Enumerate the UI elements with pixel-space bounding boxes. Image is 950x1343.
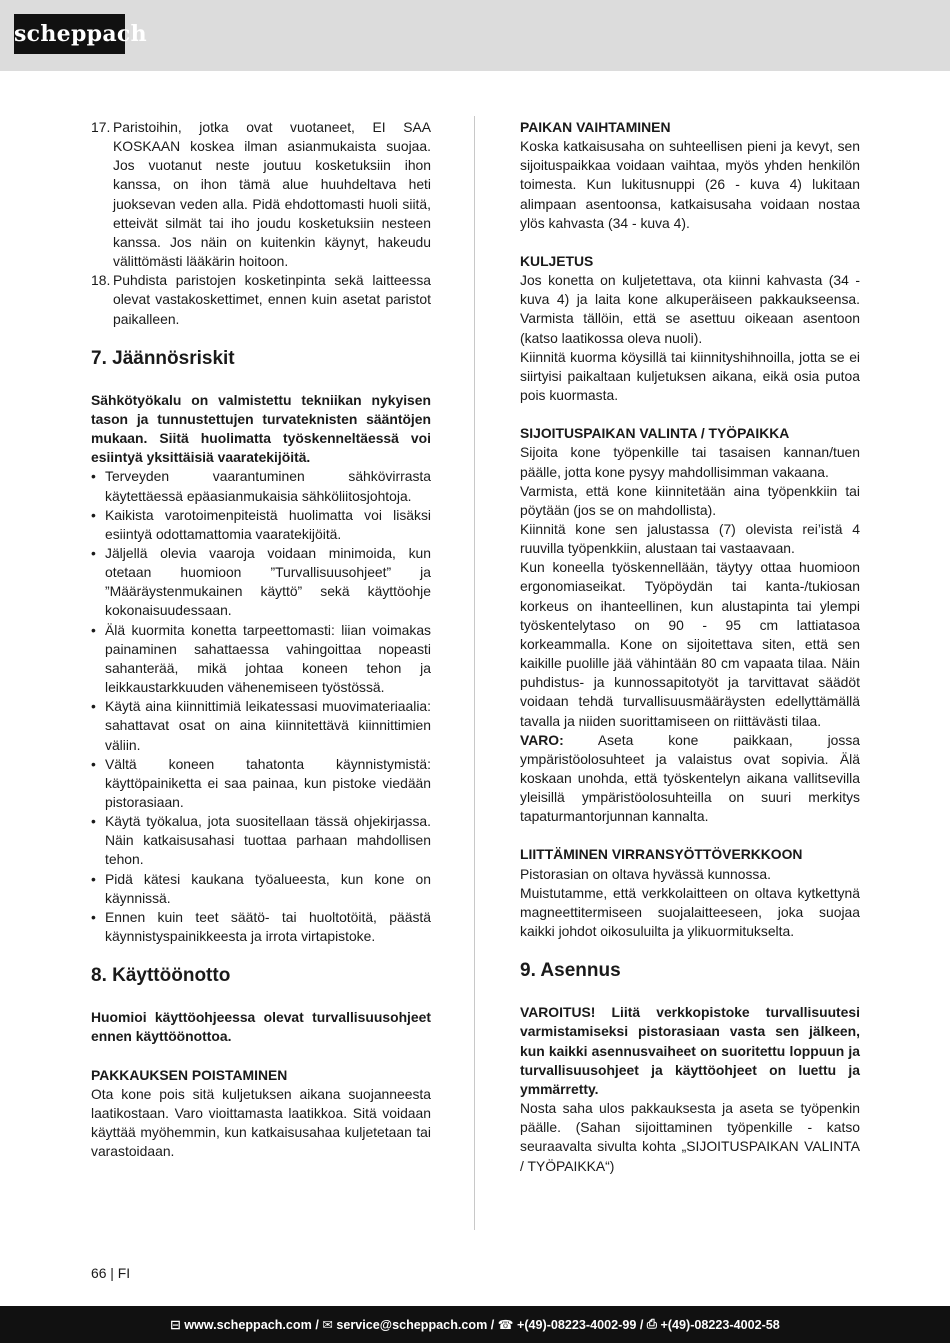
fax-icon: ⎙	[646, 1317, 657, 1331]
separator: /	[636, 1317, 647, 1332]
list-text: Paristoihin, jotka ovat vuotaneet, EI SAA KOSKAAN koskea ilman asianmukaista suojaa. Jos vuotanut neste joutuu kosketuksiin ihon kanssa, on ihon tämä alue huuhdeltava heti juoksevan veden alla. Pidä ehdottomasti huoli siitä, etteivät silmät tai iho joudu kosketuksiin nesteen kanssa. Jos näin on kuitenkin käynyt, hakeudu välittömästi lääkärin hoitoon.	[113, 119, 431, 270]
subheading-sijoitus: SIJOITUSPAIKAN VALINTA / TYÖPAIKKA	[520, 425, 790, 442]
page-footer	[0, 1306, 950, 1343]
varo-text: Aseta kone paikkaan, jossa ympäristöolosuhteet ja valaistus ovat sopivia. Älä koskaan unohda, että työskentelyn aikana vallitsevilla yleisillä ympäristöolosuhteilla on suuri merkitys tapaturmantorjunnan kannalta.	[520, 731, 860, 825]
list-item: • Ennen kuin teet säätö- tai huoltotöitä, päästä käynnistyspainikkeesta ja irrota virtapistoke.	[91, 908, 431, 946]
list-item: • Käytä aina kiinnittimiä leikatessasi muovimateriaalia: sahattavat osat on aina kiinnitettävä kiinnittimien väliin.	[91, 697, 431, 754]
phone-number: +(49)-08223-4002-99	[516, 1317, 637, 1332]
kuljetus-text-1: Jos konetta on kuljetettava, ota kiinni kahvasta (34 - kuva 4) ja laita kone alkuperäiseen pakkaukseensa. Varmista tällöin, että se asettuu oikeaan asentoon (katso laatikossa oleva nuoli).	[520, 272, 860, 346]
subheading-pakkaus: PAKKAUKSEN POISTAMINEN	[91, 1066, 288, 1083]
separator: /	[487, 1317, 498, 1332]
sijoitus-text-1: Sijoita kone työpenkille tai tasaisen kannan/tuen päälle, jotta kone pysyy mahdollisimman vakaana.	[520, 444, 860, 480]
mail-icon: ✉	[322, 1318, 333, 1332]
brand-logo: scheppach	[14, 14, 125, 54]
section-heading-9: 9. Asennus	[520, 960, 621, 982]
varo-label: VARO:	[520, 731, 564, 748]
list-item: • Terveyden vaarantuminen sähkövirrasta käytettäessä epäasianmukaisia sähköliitosjohtoja.	[91, 467, 431, 505]
section-9-text: Nosta saha ulos pakkauksesta ja aseta se työpenkin päälle. (Sahan sijoittaminen työpenkille - katso seuraavalta sivulta kohta „SIJOITUSPAIKAN VALINTA / TYÖPAIKKA“)	[520, 1100, 860, 1174]
sijoitus-text-4: Kun koneella työskennellään, täytyy ottaa huomioon ergonomiaseikat. Työpöydän tai kanta-/tukiosan korkeus on ihanteellinen, kun alustapinta tai ylempi työskentelytaso on 90 - 95 cm lattiatasoa korkeammalla. Kone on sijoitettava siten, että sen kaikille puolille jää vähintään 80 cm vapaata tilaa. Näin puhdistus- ja kunnossapitotyöt ja tarvittavat säädöt voidaan tehdä turvallisuusmääräysten edellyttämällä tavalla ja niiden suorittamiseen on riittävästi tilaa.	[520, 559, 860, 729]
left-column	[91, 118, 431, 1161]
subheading-paikan: PAIKAN VAIHTAMINEN	[520, 119, 671, 135]
section-9-warning: VAROITUS! Liitä verkkopistoke turvallisuutesi varmistamiseksi pistorasiaan vasta sen jälkeen, kun kaikki asennusvaiheet on suoritettu loppuun ja turvallisuusohjeet ja käyttöohjeet on luettu ja ymmärretty.	[520, 1004, 860, 1097]
phone-icon: ☎	[497, 1318, 514, 1332]
risk-list	[91, 467, 431, 946]
page-header	[0, 0, 950, 71]
website-link[interactable]: www.scheppach.com	[184, 1317, 312, 1332]
section-8-intro: Huomioi käyttöohjeessa olevat turvallisuusohjeet ennen käyttöönottoa.	[91, 1009, 431, 1045]
section-heading-7: 7. Jäännösriskit	[91, 347, 235, 369]
section-7-intro: Sähkötyökalu on valmistettu tekniikan nykyisen tason ja tunnustettujen turvateknisten sääntöjen mukaan. Siitä huolimatta työskenneltäessä voi esiintyä yksittäisiä vaaratekijöitä.	[91, 391, 431, 466]
paikan-text: Koska katkaisusaha on suhteellisen pieni ja kevyt, sen sijoituspaikkaa voidaan vaihtaa, myös yhden henkilön toimesta. Kun lukitusnuppi (26 - kuva 4) lukitaan alimpaan asentoonsa, katkaisusaha voidaan nostaa ylös kahvasta (34 - kuva 4).	[520, 138, 860, 231]
list-item: • Vältä koneen tahatonta käynnistymistä: käyttöpainiketta ei saa painaa, kun pistoke viedään pistorasiaan.	[91, 755, 431, 812]
column-divider	[474, 116, 475, 1230]
pakkaus-text: Ota kone pois sitä kuljetuksen aikana suojanneesta laatikostaan. Varo vioittamasta laatikkoa. Sitä voidaan käyttää myöhemmin, kun katkaisusahaa kuljetetaan tai varastoidaan.	[91, 1085, 431, 1160]
list-item-18	[91, 271, 431, 328]
varo-paragraph	[520, 731, 860, 827]
sijoitus-text-2: Varmista, että kone kiinnitetään aina työpenkkiin tai pöytään (jos se on mahdollista).	[520, 482, 860, 518]
list-number: 18.	[91, 272, 111, 289]
page-number: 66 | FI	[91, 1265, 131, 1281]
section-heading-8: 8. Käyttöönotto	[91, 965, 231, 987]
list-item: • Älä kuormita konetta tarpeettomasti: liian voimakas painaminen sahattaessa vahingoittaa nopeasti sahanterää, mikä johtaa koneen tehon ja leikkaustarkkuuden vähenemiseen työstössä.	[91, 621, 431, 698]
subheading-liittaminen: LIITTÄMINEN VIRRANSYÖTTÖVERKKOON	[520, 846, 803, 863]
list-item-17	[91, 118, 431, 271]
email-link[interactable]: service@scheppach.com	[336, 1317, 488, 1332]
sijoitus-text-3: Kiinnitä kone sen jalustassa (7) olevista rei’istä 4 ruuvilla työpenkkiin, alustaan tai vastaavaan.	[520, 520, 860, 557]
list-item: • Jäljellä olevia vaaroja voidaan minimoida, kun otetaan huomioon ”Turvallisuusohjeet” ja ”Määräystenmukainen käyttö” sekä käyttöohje kokonaisuudessaan.	[91, 544, 431, 621]
list-item: • Käytä työkalua, jota suositellaan tässä ohjekirjassa. Näin katkaisusahasi tuottaa parhaan mahdollisen tehon.	[91, 812, 431, 869]
fax-number: +(49)-08223-4002-58	[660, 1317, 780, 1332]
liittaminen-text-2: Muistutamme, että verkkolaitteen on oltava kytkettynä magneettitermiseen suojalaitteeseen, joka suojaa kaikki johdot oikosuluilta ja ylikuormitukselta.	[520, 884, 860, 940]
list-number: 17.	[91, 119, 111, 135]
separator: /	[311, 1317, 323, 1332]
list-item: • Pidä kätesi kaukana työalueesta, kun kone on käynnissä.	[91, 870, 431, 908]
right-column	[520, 118, 860, 1176]
monitor-icon: ⊟	[170, 1318, 181, 1332]
list-item: • Kaikista varotoimenpiteistä huolimatta voi lisäksi esiintyä odottamattomia vaaratekijöitä.	[91, 506, 431, 544]
kuljetus-text-2: Kiinnitä kuorma köysillä tai kiinnityshihnoilla, jotta se ei siirtyisi paikaltaan kuljetuksen aikana, eikä osia putoa pois kuormasta.	[520, 348, 860, 404]
subheading-kuljetus: KULJETUS	[520, 252, 594, 269]
liittaminen-text-1: Pistorasian on oltava hyvässä kunnossa.	[520, 865, 771, 882]
list-text: Puhdista paristojen kosketinpinta sekä laitteessa olevat vastakoskettimet, ennen kuin asetat paristot paikalleen.	[113, 272, 431, 327]
